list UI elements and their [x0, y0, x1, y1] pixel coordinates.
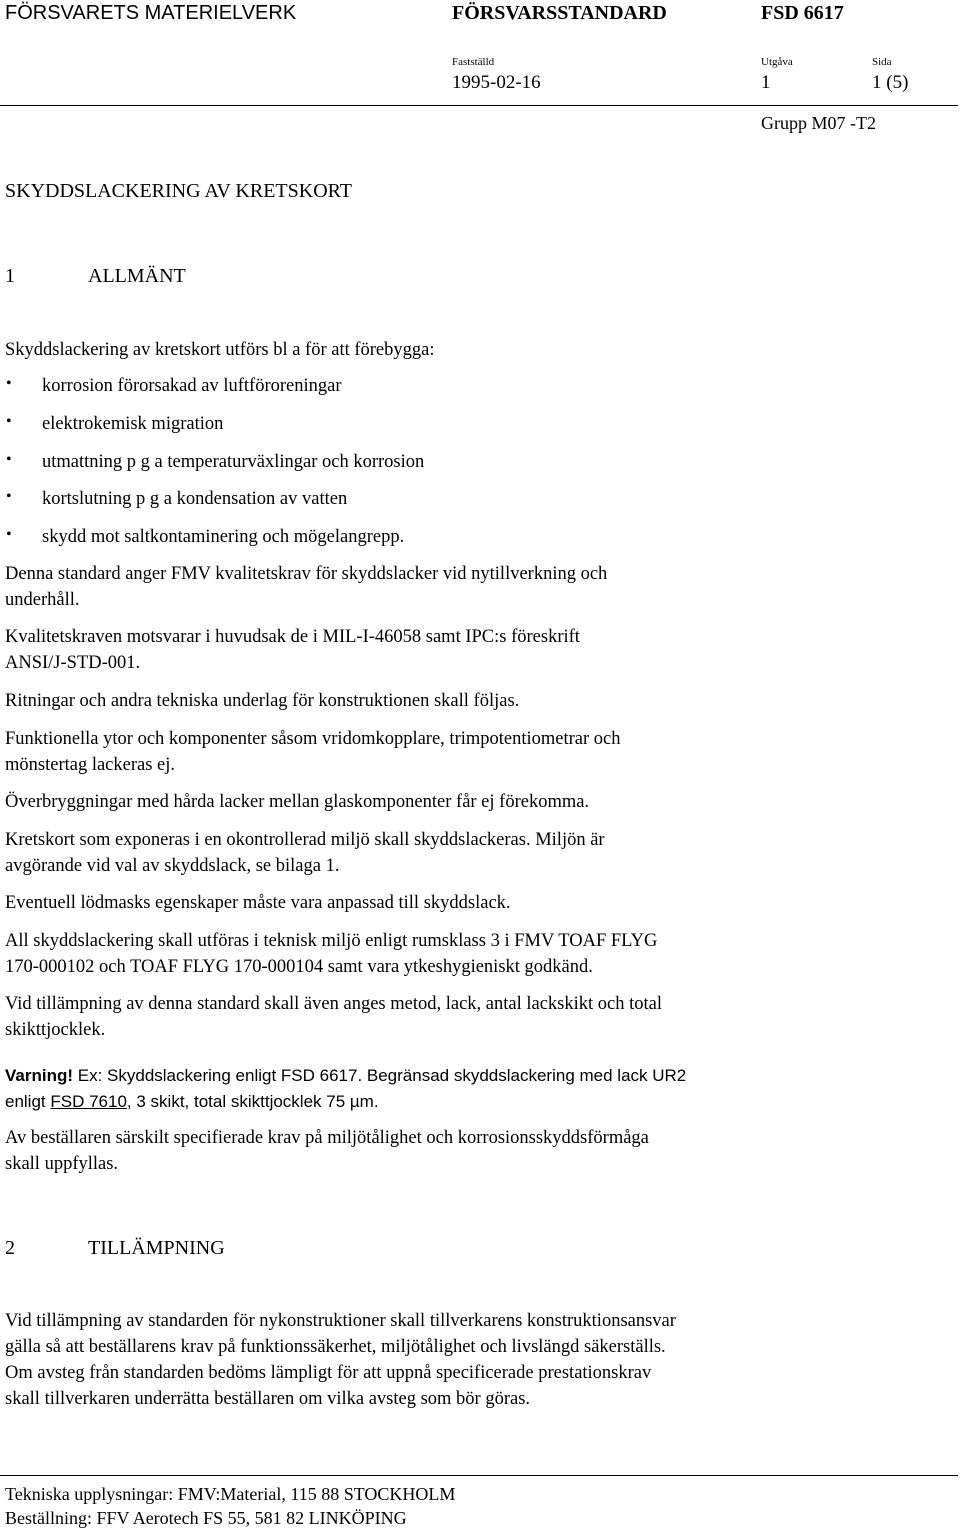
paragraph: Kretskort som exponeras i en okontrollerad miljö skall skyddslackeras. Miljön är	[5, 830, 605, 850]
footer-rule	[0, 1475, 958, 1476]
paragraph: Av beställaren särskilt specifierade krav på miljötålighet och korrosionsskyddsförmåga	[5, 1128, 649, 1148]
paragraph: avgörande vid val av skyddslack, se bilaga 1.	[5, 856, 340, 876]
footer-order: Beställning: FFV Aerotech FS 55, 581 82 LINKÖPING	[5, 1508, 407, 1528]
paragraph: Vid tillämpning av denna standard skall även anges metod, lack, antal lackskikt och total	[5, 994, 662, 1014]
section-1-number: 1	[5, 265, 15, 287]
warning-label: Varning!	[5, 1066, 74, 1085]
established-label: Fastställd	[452, 56, 495, 68]
bullet-item: utmattning p g a temperaturväxlingar och korrosion	[42, 452, 425, 472]
paragraph: Överbryggningar med hårda lacker mellan glaskomponenter får ej förekomma.	[5, 792, 590, 812]
section-1-intro: Skyddslackering av kretskort utförs bl a för att förebygga:	[5, 340, 435, 360]
warning-text: , 3 skikt, total skikttjocklek 75 µm.	[126, 1092, 379, 1111]
paragraph: mönstertag lackeras ej.	[5, 755, 176, 775]
bullet-icon: •	[6, 488, 12, 505]
doc-type: FÖRSVARSSTANDARD	[452, 2, 667, 24]
paragraph: Eventuell lödmasks egenskaper måste vara anpassad till skyddslack.	[5, 893, 511, 913]
warning-line	[5, 1063, 686, 1089]
paragraph: Ritningar och andra tekniska underlag för konstruktionen skall följas.	[5, 691, 520, 711]
paragraph: gälla så att beställarens krav på funktionssäkerhet, miljötålighet och livslängd säkerställs.	[5, 1337, 666, 1357]
footer-contact: Tekniska upplysningar: FMV:Material, 115 88 STOCKHOLM	[5, 1484, 456, 1504]
edition-value: 1	[761, 72, 771, 93]
fsd-7610-link[interactable]: FSD 7610	[50, 1092, 127, 1111]
paragraph: Om avsteg från standarden bedöms lämpligt för att uppnå specificerade prestationskrav	[5, 1363, 652, 1383]
paragraph: All skyddslackering skall utföras i teknisk miljö enligt rumsklass 3 i FMV TOAF FLYG	[5, 931, 658, 951]
bullet-icon: •	[6, 526, 12, 543]
paragraph: skall tillverkaren underrätta beställaren om vilka avsteg som bör göras.	[5, 1389, 531, 1409]
header-rule	[0, 105, 958, 106]
section-2-number: 2	[5, 1237, 15, 1259]
section-2-title: TILLÄMPNING	[88, 1237, 225, 1259]
page-value: 1 (5)	[872, 72, 909, 93]
bullet-icon: •	[6, 413, 12, 430]
bullet-item: kortslutning p g a kondensation av vatten	[42, 489, 348, 509]
warning-text: enligt	[5, 1092, 46, 1111]
paragraph: Kvalitetskraven motsvarar i huvudsak de i MIL-I-46058 samt IPC:s föreskrift	[5, 627, 580, 647]
paragraph: Funktionella ytor och komponenter såsom vridomkopplare, trimpotentiometrar och	[5, 729, 621, 749]
paragraph: underhåll.	[5, 590, 80, 610]
paragraph: skall uppfyllas.	[5, 1154, 119, 1174]
paragraph: Denna standard anger FMV kvalitetskrav för skyddslacker vid nytillverkning och	[5, 564, 608, 584]
warning-line	[5, 1089, 379, 1115]
established-value: 1995-02-16	[452, 72, 541, 93]
org-name: FÖRSVARETS MATERIELVERK	[5, 2, 297, 24]
document-title: SKYDDSLACKERING AV KRETSKORT	[5, 180, 352, 202]
warning-text: Ex: Skyddslackering enligt FSD 6617. Begränsad skyddslackering med lack UR2	[77, 1066, 687, 1085]
doc-number: FSD 6617	[761, 2, 844, 24]
bullet-icon: •	[6, 375, 12, 392]
page-label: Sida	[872, 56, 892, 68]
bullet-icon: •	[6, 451, 12, 468]
bullet-item: skydd mot saltkontaminering och mögelangrepp.	[42, 527, 405, 547]
paragraph: Vid tillämpning av standarden för nykonstruktioner skall tillverkarens konstruktionsansvar	[5, 1311, 676, 1331]
edition-label: Utgåva	[761, 56, 793, 68]
section-1-title: ALLMÄNT	[88, 265, 186, 287]
paragraph: 170-000102 och TOAF FLYG 170-000104 samt vara ytkeshygieniskt godkänd.	[5, 957, 593, 977]
paragraph: skikttjocklek.	[5, 1020, 106, 1040]
bullet-item: korrosion förorsakad av luftföroreningar	[42, 376, 342, 396]
bullet-item: elektrokemisk migration	[42, 414, 224, 434]
paragraph: ANSI/J-STD-001.	[5, 653, 141, 673]
group-code: Grupp M07 -T2	[761, 113, 876, 133]
